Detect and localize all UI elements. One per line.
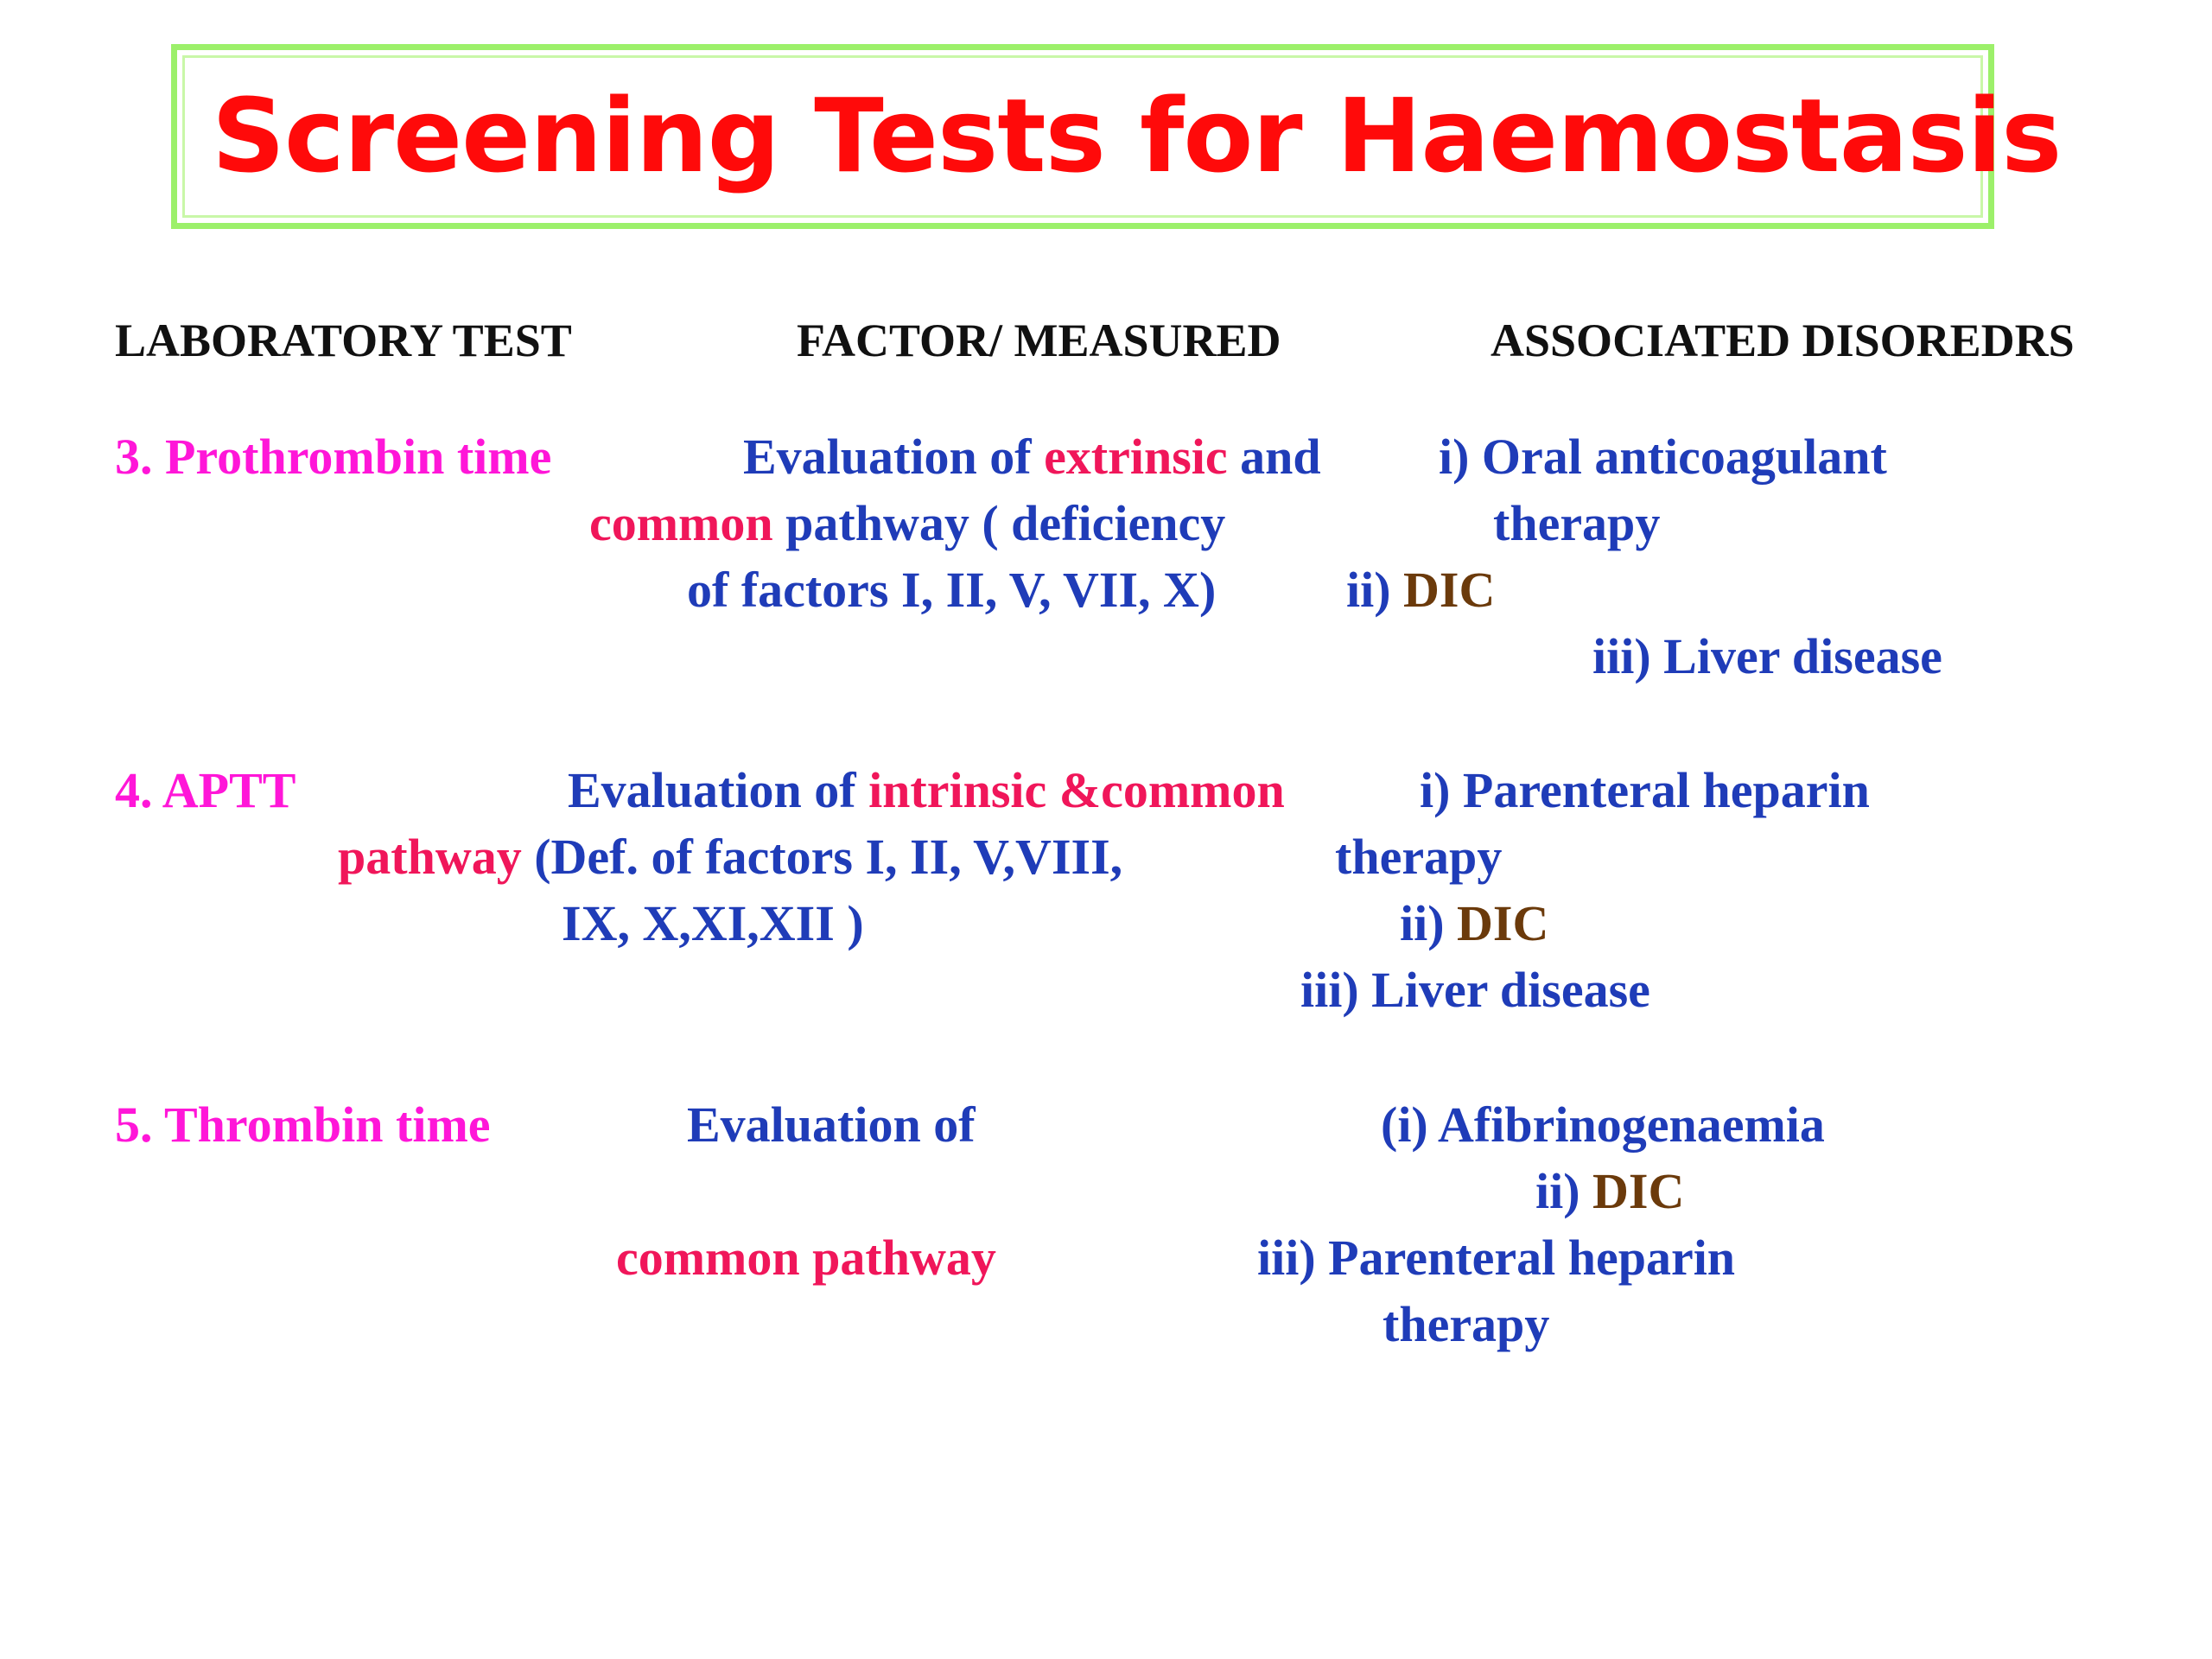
test-name-prothrombin-time: 3. Prothrombin time bbox=[115, 429, 552, 485]
header-laboratory-test: LABORATORY TEST bbox=[115, 315, 572, 366]
pt-factors: of factors I, II, V, VII, X) bbox=[687, 562, 1217, 618]
tt-disorder-3-cont: therapy bbox=[1382, 1296, 1550, 1352]
tt-disorder-3: iii) Parenteral heparin bbox=[1257, 1230, 1736, 1286]
header-factor-measured: FACTOR/ MEASURED bbox=[797, 315, 1281, 366]
aptt-disorder-2 bbox=[1400, 893, 1548, 954]
aptt-factors-cont: IX, X,XI,XII ) bbox=[562, 895, 864, 951]
aptt-eval-of: Evaluation of bbox=[568, 762, 869, 818]
aptt-disorder-3: iii) Liver disease bbox=[1300, 962, 1650, 1018]
header-associated-disorders: ASSOCIATED DISOREDRS bbox=[1491, 315, 2075, 366]
tt-disorder-2 bbox=[1535, 1161, 1684, 1222]
test-name-thrombin-time: 5. Thrombin time bbox=[115, 1096, 491, 1153]
test-name-aptt: 4. APTT bbox=[115, 762, 296, 818]
pt-ii: ii) bbox=[1346, 562, 1404, 618]
pt-disorder-1-cont: therapy bbox=[1493, 495, 1661, 551]
tt-ii: ii) bbox=[1535, 1163, 1593, 1219]
tt-dic: DIC bbox=[1592, 1163, 1685, 1219]
aptt-ii: ii) bbox=[1400, 895, 1458, 951]
tt-disorder-1: (i) Afibrinogenaemia bbox=[1381, 1096, 1825, 1153]
aptt-pathway: pathway bbox=[338, 829, 522, 885]
aptt-intrinsic-common: intrinsic &common bbox=[868, 762, 1285, 818]
aptt-factor-line-1 bbox=[568, 760, 1285, 821]
tt-common-pathway: common pathway bbox=[616, 1230, 996, 1286]
tt-eval-of: Evaluation of bbox=[687, 1096, 976, 1153]
aptt-disorder-1: i) Parenteral heparin bbox=[1420, 762, 1870, 818]
pt-extrinsic: extrinsic bbox=[1044, 429, 1228, 485]
aptt-dic: DIC bbox=[1457, 895, 1549, 951]
pt-common: common bbox=[589, 495, 773, 551]
aptt-factor-line-2 bbox=[338, 827, 1122, 887]
slide-title: Screening Tests for Haemostasis bbox=[212, 76, 2062, 195]
pt-and: and bbox=[1227, 429, 1321, 485]
aptt-def-factors: (Def. of factors I, II, V,VIII, bbox=[521, 829, 1123, 885]
pt-dic: DIC bbox=[1403, 562, 1496, 618]
pt-factor-line-1 bbox=[743, 427, 1321, 487]
pt-eval-of: Evaluation of bbox=[743, 429, 1045, 485]
title-box bbox=[171, 44, 2062, 229]
aptt-disorder-1-cont: therapy bbox=[1335, 829, 1503, 885]
pt-disorder-3: iii) Liver disease bbox=[1592, 628, 1942, 684]
pt-factor-line-2 bbox=[589, 493, 1225, 554]
pt-disorder-2 bbox=[1346, 560, 1495, 620]
pt-pathway-deficiency: pathway ( deficiency bbox=[772, 495, 1226, 551]
pt-disorder-1: i) Oral anticoagulant bbox=[1439, 429, 1887, 485]
